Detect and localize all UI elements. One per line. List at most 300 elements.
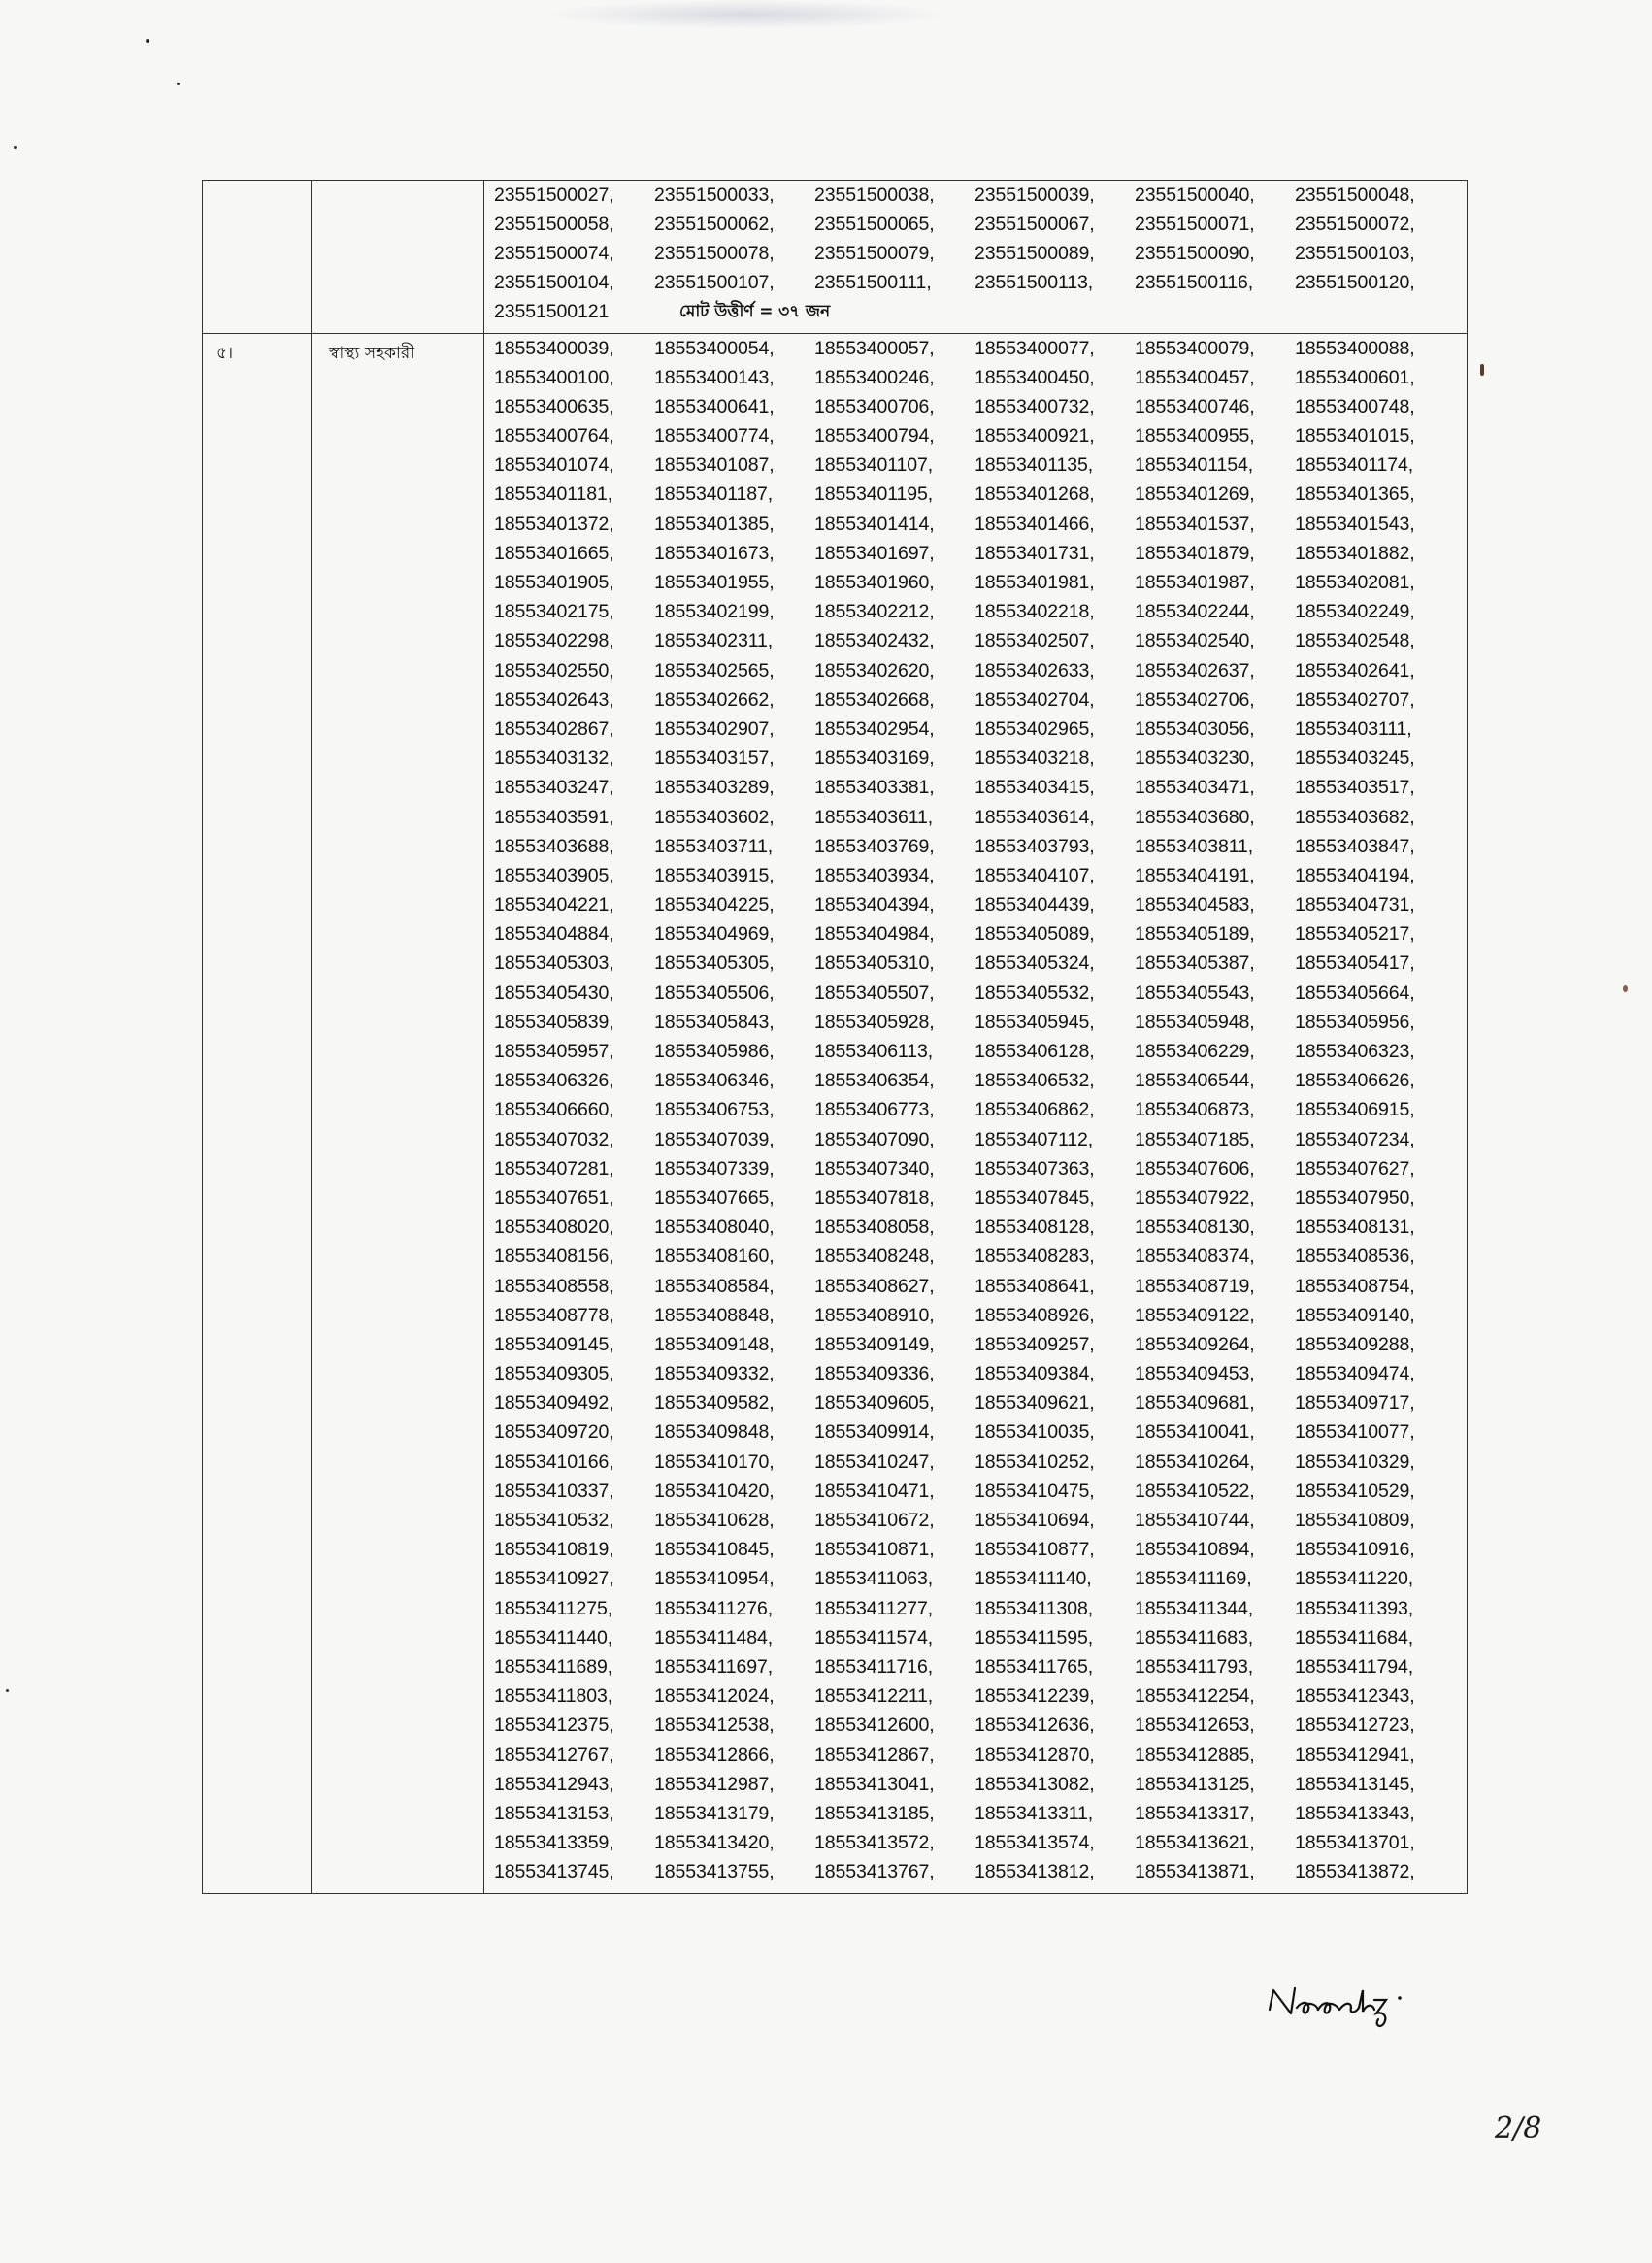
roll-number: 23551500033, bbox=[654, 183, 775, 206]
roll-number: 18553413145, bbox=[1295, 1773, 1415, 1795]
roll-number: 18553402620, bbox=[814, 659, 935, 682]
roll-number: 18553412636, bbox=[975, 1714, 1095, 1737]
roll-number: 18553407818, bbox=[814, 1186, 935, 1209]
roll-number: 18553400054, bbox=[654, 337, 775, 359]
roll-number: 18553400143, bbox=[654, 366, 775, 388]
roll-number: 18553413871, bbox=[1135, 1861, 1255, 1883]
roll-number: 18553413179, bbox=[654, 1802, 775, 1824]
roll-number: 18553400100, bbox=[494, 366, 614, 388]
roll-number: 18553409149, bbox=[814, 1333, 935, 1355]
roll-number: 18553400039, bbox=[494, 337, 614, 359]
roll-number: 18553401174, bbox=[1295, 454, 1414, 477]
roll-number: 18553408558, bbox=[494, 1275, 614, 1297]
roll-number: 23551500089, bbox=[975, 242, 1095, 264]
roll-number: 18553405417, bbox=[1295, 952, 1415, 975]
roll-number: 18553403614, bbox=[975, 806, 1095, 828]
scan-speck bbox=[6, 1689, 9, 1692]
roll-number: 18553411716, bbox=[814, 1655, 934, 1678]
roll-number: 18553409305, bbox=[494, 1363, 614, 1385]
roll-number: 18553409264, bbox=[1135, 1333, 1255, 1355]
roll-row bbox=[494, 1477, 1461, 1506]
roll-number: 18553401181, bbox=[494, 483, 613, 506]
roll-number: 18553401015, bbox=[1295, 425, 1415, 448]
roll-number: 18553406326, bbox=[494, 1070, 614, 1092]
roll-number: 18553409605, bbox=[814, 1392, 935, 1414]
roll-number: 23551500078, bbox=[654, 242, 775, 264]
roll-number: 23551500107, bbox=[654, 272, 775, 294]
roll-number: 23551500120, bbox=[1295, 272, 1415, 294]
roll-number: 18553407340, bbox=[814, 1157, 935, 1180]
roll-row bbox=[494, 627, 1461, 656]
health-assistant-row bbox=[203, 333, 1468, 1893]
roll-row bbox=[494, 181, 1461, 210]
roll-row bbox=[494, 1301, 1461, 1330]
roll-row bbox=[494, 1594, 1461, 1623]
roll-number: 23551500071, bbox=[1135, 213, 1255, 235]
roll-row bbox=[494, 539, 1461, 568]
roll-number: 18553401195, bbox=[814, 483, 934, 506]
roll-row bbox=[494, 1096, 1461, 1125]
roll-number: 18553400955, bbox=[1135, 425, 1255, 448]
roll-number: 18553413812, bbox=[975, 1861, 1095, 1883]
roll-number: 18553402643, bbox=[494, 688, 614, 711]
roll-number: 18553402907, bbox=[654, 717, 775, 740]
roll-number: 18553403230, bbox=[1135, 748, 1255, 770]
post-name: স্বাস্থ্য সহকারী bbox=[329, 343, 415, 363]
roll-number: 18553403517, bbox=[1295, 777, 1415, 799]
roll-number: 18553412600, bbox=[814, 1714, 935, 1737]
total-passed-note: মোট উত্তীর্ণ = ৩৭ জন bbox=[679, 301, 831, 321]
roll-row bbox=[494, 1712, 1461, 1741]
roll-number: 18553412538, bbox=[654, 1714, 775, 1737]
roll-number: 18553401269, bbox=[1135, 483, 1255, 506]
roll-number: 18553408926, bbox=[975, 1304, 1095, 1326]
result-table bbox=[202, 180, 1468, 1894]
roll-number: 18553403157, bbox=[654, 748, 775, 770]
roll-number: 18553407032, bbox=[494, 1128, 614, 1150]
roll-number: 18553411595, bbox=[975, 1626, 1094, 1648]
roll-row bbox=[494, 1770, 1461, 1799]
roll-number: 18553403245, bbox=[1295, 748, 1415, 770]
roll-number: 18553401107, bbox=[814, 454, 934, 477]
roll-number: 18553403381, bbox=[814, 777, 935, 799]
roll-number: 18553409122, bbox=[1135, 1304, 1255, 1326]
roll-number: 18553403711, bbox=[654, 835, 774, 857]
roll-number: 18553408058, bbox=[814, 1216, 935, 1239]
scan-speck bbox=[14, 146, 17, 149]
roll-number: 18553413041, bbox=[814, 1773, 935, 1795]
roll-row bbox=[494, 861, 1461, 890]
roll-number: 18553409621, bbox=[975, 1392, 1095, 1414]
roll-number: 18553402550, bbox=[494, 659, 614, 682]
roll-number: 18553410954, bbox=[654, 1568, 775, 1590]
roll-row bbox=[494, 1389, 1461, 1418]
roll-number: 18553412885, bbox=[1135, 1744, 1255, 1766]
roll-row bbox=[494, 1214, 1461, 1243]
roll-number: 18553413572, bbox=[814, 1832, 935, 1854]
roll-row bbox=[494, 1536, 1461, 1565]
roll-number: 18553408374, bbox=[1135, 1246, 1255, 1268]
roll-number: 18553408130, bbox=[1135, 1216, 1255, 1239]
roll-number: 18553407627, bbox=[1295, 1157, 1415, 1180]
roll-number: 18553401385, bbox=[654, 513, 775, 535]
roll-number: 23551500065, bbox=[814, 213, 935, 235]
roll-number: 18553402565, bbox=[654, 659, 775, 682]
roll-number: 18553401731, bbox=[975, 542, 1095, 564]
roll-number: 18553412723, bbox=[1295, 1714, 1415, 1737]
roll-number: 18553408283, bbox=[975, 1246, 1095, 1268]
roll-number: 18553407845, bbox=[975, 1186, 1095, 1209]
roll-row bbox=[494, 598, 1461, 627]
roll-number: 23551500039, bbox=[975, 183, 1095, 206]
roll-number: 18553408910, bbox=[814, 1304, 935, 1326]
roll-number: 18553412987, bbox=[654, 1773, 775, 1795]
roll-number: 18553409492, bbox=[494, 1392, 614, 1414]
roll-number: 18553401905, bbox=[494, 572, 614, 594]
roll-number: 18553403769, bbox=[814, 835, 935, 857]
roll-number: 18553403793, bbox=[975, 835, 1095, 857]
roll-number: 18553411765, bbox=[975, 1655, 1094, 1678]
roll-row bbox=[494, 1360, 1461, 1389]
roll-number: 18553413359, bbox=[494, 1832, 614, 1854]
roll-number: 18553410916, bbox=[1295, 1539, 1415, 1561]
roll-number: 18553412239, bbox=[975, 1685, 1095, 1708]
roll-number: 18553401955, bbox=[654, 572, 775, 594]
continued-roll-list bbox=[484, 181, 1467, 333]
roll-number: 18553406626, bbox=[1295, 1070, 1415, 1092]
roll-number: 18553411169, bbox=[1135, 1568, 1252, 1590]
roll-number: 18553411140, bbox=[975, 1568, 1092, 1590]
roll-number: 18553412211, bbox=[814, 1685, 934, 1708]
roll-row bbox=[494, 774, 1461, 803]
roll-number: 18553413701, bbox=[1295, 1832, 1415, 1854]
roll-row-final bbox=[494, 298, 1461, 327]
roll-number: 18553402507, bbox=[975, 630, 1095, 652]
roll-number: 18553401665, bbox=[494, 542, 614, 564]
section-roll-list bbox=[484, 334, 1467, 1893]
roll-number: 18553404439, bbox=[975, 894, 1095, 916]
roll-number: 18553403811, bbox=[1135, 835, 1254, 857]
roll-number: 18553403471, bbox=[1135, 777, 1255, 799]
roll-number: 18553405089, bbox=[975, 923, 1095, 946]
roll-number: 18553411063, bbox=[814, 1568, 934, 1590]
roll-number: 18553404969, bbox=[654, 923, 775, 946]
roll-number: 18553410744, bbox=[1135, 1510, 1255, 1532]
roll-number: 18553410329, bbox=[1295, 1450, 1415, 1473]
roll-number: 23551500048, bbox=[1295, 183, 1415, 206]
roll-number: 23551500079, bbox=[814, 242, 935, 264]
roll-number: 18553402706, bbox=[1135, 688, 1255, 711]
roll-number: 18553400746, bbox=[1135, 395, 1255, 417]
roll-number: 18553410337, bbox=[494, 1480, 614, 1502]
roll-number: 18553401981, bbox=[975, 572, 1095, 594]
roll-number: 18553408848, bbox=[654, 1304, 775, 1326]
roll-number: 18553404984, bbox=[814, 923, 935, 946]
roll-number: 18553405387, bbox=[1135, 952, 1255, 975]
roll-number: 18553407281, bbox=[494, 1157, 614, 1180]
roll-number: 18553402298, bbox=[494, 630, 614, 652]
roll-number: 18553400457, bbox=[1135, 366, 1255, 388]
roll-number: 18553402199, bbox=[654, 601, 775, 623]
roll-number: 23551500058, bbox=[494, 213, 614, 235]
roll-number: 18553405310, bbox=[814, 952, 935, 975]
roll-number: 18553411220, bbox=[1295, 1568, 1414, 1590]
roll-number: 18553403905, bbox=[494, 864, 614, 886]
roll-number: 18553404107, bbox=[975, 864, 1095, 886]
roll-number: 18553410471, bbox=[814, 1480, 935, 1502]
roll-number: 18553411574, bbox=[814, 1626, 934, 1648]
roll-row bbox=[494, 920, 1461, 949]
roll-number: 18553406346, bbox=[654, 1070, 775, 1092]
roll-number: 18553404191, bbox=[1135, 864, 1255, 886]
roll-row bbox=[494, 1741, 1461, 1770]
roll-number: 18553402707, bbox=[1295, 688, 1415, 711]
roll-row bbox=[494, 1623, 1461, 1652]
roll-number: 18553401673, bbox=[654, 542, 775, 564]
roll-number: 18553405945, bbox=[975, 1011, 1095, 1033]
scanner-shadow bbox=[544, 0, 951, 29]
serial-number: ৫। bbox=[216, 343, 234, 363]
roll-number: 18553408156, bbox=[494, 1246, 614, 1268]
roll-number: 18553409140, bbox=[1295, 1304, 1415, 1326]
roll-number: 18553403289, bbox=[654, 777, 775, 799]
roll-number: 18553403169, bbox=[814, 748, 935, 770]
roll-number: 18553400057, bbox=[814, 337, 935, 359]
roll-row bbox=[494, 949, 1461, 979]
roll-number: 18553411683, bbox=[1135, 1626, 1254, 1648]
roll-number: 18553401135, bbox=[975, 454, 1094, 477]
roll-number: 18553405303, bbox=[494, 952, 614, 975]
roll-number: 18553400450, bbox=[975, 366, 1095, 388]
roll-number: 18553400921, bbox=[975, 425, 1095, 448]
roll-row bbox=[494, 269, 1461, 298]
roll-row bbox=[494, 1652, 1461, 1681]
roll-number: 18553407185, bbox=[1135, 1128, 1255, 1150]
roll-number: 23551500104, bbox=[494, 272, 614, 294]
roll-number: 23551500072, bbox=[1295, 213, 1415, 235]
roll-number: 18553401414, bbox=[814, 513, 935, 535]
roll-row bbox=[494, 1272, 1461, 1301]
roll-number: 18553403111, bbox=[1295, 717, 1412, 740]
roll-number: 18553403915, bbox=[654, 864, 775, 886]
roll-number: 18553413420, bbox=[654, 1832, 775, 1854]
roll-number: 18553403680, bbox=[1135, 806, 1255, 828]
roll-number: 18553400774, bbox=[654, 425, 775, 448]
roll-number: 18553411689, bbox=[494, 1655, 613, 1678]
roll-number: 18553410532, bbox=[494, 1510, 614, 1532]
roll-number: 18553408040, bbox=[654, 1216, 775, 1239]
roll-row bbox=[494, 334, 1461, 363]
roll-number: 18553412866, bbox=[654, 1744, 775, 1766]
roll-number: 18553402548, bbox=[1295, 630, 1415, 652]
roll-number: 18553408536, bbox=[1295, 1246, 1415, 1268]
roll-number: 18553411793, bbox=[1135, 1655, 1254, 1678]
roll-row bbox=[494, 1125, 1461, 1154]
roll-number: 18553407665, bbox=[654, 1186, 775, 1209]
roll-number: 18553405664, bbox=[1295, 982, 1415, 1004]
roll-number: 18553408754, bbox=[1295, 1275, 1415, 1297]
roll-number: 18553410252, bbox=[975, 1450, 1095, 1473]
roll-number: 18553403682, bbox=[1295, 806, 1415, 828]
roll-number: 18553411803, bbox=[494, 1685, 613, 1708]
roll-number: 18553402081, bbox=[1295, 572, 1415, 594]
roll-number: 18553406128, bbox=[975, 1041, 1095, 1063]
signature bbox=[1262, 1971, 1456, 2039]
scan-speck bbox=[1623, 985, 1628, 992]
serial-cell bbox=[203, 333, 312, 1893]
roll-number: 18553413317, bbox=[1135, 1802, 1255, 1824]
roll-number: 18553402311, bbox=[654, 630, 774, 652]
roll-number: 18553412943, bbox=[494, 1773, 614, 1795]
roll-number: 18553410077, bbox=[1295, 1421, 1415, 1444]
roll-number: 18553405506, bbox=[654, 982, 775, 1004]
roll-number: 18553405305, bbox=[654, 952, 775, 975]
roll-number: 18553413343, bbox=[1295, 1802, 1415, 1824]
roll-number: 18553401466, bbox=[975, 513, 1095, 535]
roll-number: 18553408627, bbox=[814, 1275, 935, 1297]
roll-row bbox=[494, 656, 1461, 685]
roll-number: 18553402432, bbox=[814, 630, 935, 652]
roll-number: 18553403247, bbox=[494, 777, 614, 799]
roll-row bbox=[494, 1799, 1461, 1828]
roll-row bbox=[494, 1448, 1461, 1477]
roll-number: 18553413745, bbox=[494, 1861, 614, 1883]
roll-number: 18553402633, bbox=[975, 659, 1095, 682]
roll-number: 18553403218, bbox=[975, 748, 1095, 770]
roll-number: 18553413125, bbox=[1135, 1773, 1255, 1795]
roll-row bbox=[494, 1565, 1461, 1594]
roll-number: 18553401960, bbox=[814, 572, 935, 594]
roll-number: 18553400601, bbox=[1295, 366, 1415, 388]
roll-number: 18553408641, bbox=[975, 1275, 1095, 1297]
roll-number: 18553403847, bbox=[1295, 835, 1415, 857]
roll-number: 18553400088, bbox=[1295, 337, 1415, 359]
roll-number: 18553413574, bbox=[975, 1832, 1095, 1854]
roll-row bbox=[494, 891, 1461, 920]
roll-number: 18553412767, bbox=[494, 1744, 614, 1766]
roll-number: 18553410845, bbox=[654, 1539, 775, 1561]
roll-number: 23551500027, bbox=[494, 183, 614, 206]
roll-number: 18553408131, bbox=[1295, 1216, 1415, 1239]
roll-number: 23551500116, bbox=[1135, 272, 1254, 294]
roll-row bbox=[494, 715, 1461, 744]
roll-number: 18553406229, bbox=[1135, 1041, 1255, 1063]
roll-row bbox=[494, 481, 1461, 510]
roll-number: 18553404583, bbox=[1135, 894, 1255, 916]
roll-number: 18553410035, bbox=[975, 1421, 1095, 1444]
roll-row bbox=[494, 1154, 1461, 1183]
roll-number: 18553404225, bbox=[654, 894, 775, 916]
roll-number: 18553413082, bbox=[975, 1773, 1095, 1795]
roll-row bbox=[494, 1067, 1461, 1096]
roll-number: 18553408719, bbox=[1135, 1275, 1255, 1297]
roll-number: 18553405217, bbox=[1295, 923, 1415, 946]
roll-number: 18553401087, bbox=[654, 454, 775, 477]
roll-number: 18553410809, bbox=[1295, 1510, 1415, 1532]
roll-number: 18553400641, bbox=[654, 395, 775, 417]
roll-row bbox=[494, 1506, 1461, 1535]
roll-number: 18553410041, bbox=[1135, 1421, 1255, 1444]
roll-number: 18553408020, bbox=[494, 1216, 614, 1239]
page-number: 2/8 bbox=[1495, 2112, 1542, 2146]
roll-number: 18553410877, bbox=[975, 1539, 1095, 1561]
roll-number: 23551500111, bbox=[814, 272, 932, 294]
roll-number: 18553408778, bbox=[494, 1304, 614, 1326]
roll-number: 18553401154, bbox=[1135, 454, 1254, 477]
roll-number: 18553402662, bbox=[654, 688, 775, 711]
roll-row bbox=[494, 979, 1461, 1008]
roll-number: 18553402244, bbox=[1135, 601, 1255, 623]
roll-number: 18553402704, bbox=[975, 688, 1095, 711]
roll-number: 18553403415, bbox=[975, 777, 1095, 799]
roll-row bbox=[494, 392, 1461, 421]
roll-number: 18553409453, bbox=[1135, 1363, 1255, 1385]
roll-number: 18553411697, bbox=[654, 1655, 774, 1678]
roll-number: 18553411440, bbox=[494, 1626, 613, 1648]
roll-row bbox=[494, 745, 1461, 774]
roll-number: 18553411344, bbox=[1135, 1597, 1254, 1619]
roll-number: 18553411277, bbox=[814, 1597, 934, 1619]
roll-number: 18553400635, bbox=[494, 395, 614, 417]
roll-row bbox=[494, 685, 1461, 715]
roll-number: 18553401987, bbox=[1135, 572, 1255, 594]
roll-number: 18553405986, bbox=[654, 1041, 775, 1063]
roll-number: 18553412375, bbox=[494, 1714, 614, 1737]
roll-number: 18553409582, bbox=[654, 1392, 775, 1414]
roll-number: 18553404884, bbox=[494, 923, 614, 946]
roll-number: 18553401074, bbox=[494, 454, 614, 477]
roll-number: 23551500090, bbox=[1135, 242, 1255, 264]
roll-number: 18553405189, bbox=[1135, 923, 1255, 946]
roll-number: 18553410819, bbox=[494, 1539, 614, 1561]
roll-number: 18553403132, bbox=[494, 748, 614, 770]
scan-speck bbox=[177, 83, 180, 85]
roll-number: 18553400794, bbox=[814, 425, 935, 448]
roll-number: 23551500062, bbox=[654, 213, 775, 235]
roll-number: 18553403056, bbox=[1135, 717, 1255, 740]
roll-number: 18553409681, bbox=[1135, 1392, 1255, 1414]
roll-number: 18553407090, bbox=[814, 1128, 935, 1150]
roll-number: 18553412867, bbox=[814, 1744, 935, 1766]
roll-number: 18553410522, bbox=[1135, 1480, 1255, 1502]
roll-number: 18553402641, bbox=[1295, 659, 1415, 682]
roll-number: 18553404731, bbox=[1295, 894, 1415, 916]
roll-number: 18553411684, bbox=[1295, 1626, 1414, 1648]
roll-number: 18553407234, bbox=[1295, 1128, 1415, 1150]
roll-number: 18553400706, bbox=[814, 395, 935, 417]
roll-number: 18553410166, bbox=[494, 1450, 614, 1473]
roll-number: 18553405948, bbox=[1135, 1011, 1255, 1033]
roll-number: 18553406873, bbox=[1135, 1099, 1255, 1121]
roll-number: 18553405543, bbox=[1135, 982, 1255, 1004]
roll-number: 18553410529, bbox=[1295, 1480, 1415, 1502]
roll-number: 18553405843, bbox=[654, 1011, 775, 1033]
roll-number: 18553404194, bbox=[1295, 864, 1415, 886]
roll-number: 18553407950, bbox=[1295, 1186, 1415, 1209]
roll-number: 18553402965, bbox=[975, 717, 1095, 740]
roll-number: 18553410475, bbox=[975, 1480, 1095, 1502]
continued-section-row bbox=[203, 181, 1468, 334]
roll-number: 18553402867, bbox=[494, 717, 614, 740]
roll-number: 18553411484, bbox=[654, 1626, 774, 1648]
roll-number: 18553405430, bbox=[494, 982, 614, 1004]
roll-number: 18553411276, bbox=[654, 1597, 774, 1619]
roll-number: 18553409145, bbox=[494, 1333, 614, 1355]
roll-number: 18553401365, bbox=[1295, 483, 1415, 506]
roll-number: 18553406660, bbox=[494, 1099, 614, 1121]
roll-number: 18553400246, bbox=[814, 366, 935, 388]
roll-number: 18553410628, bbox=[654, 1510, 775, 1532]
